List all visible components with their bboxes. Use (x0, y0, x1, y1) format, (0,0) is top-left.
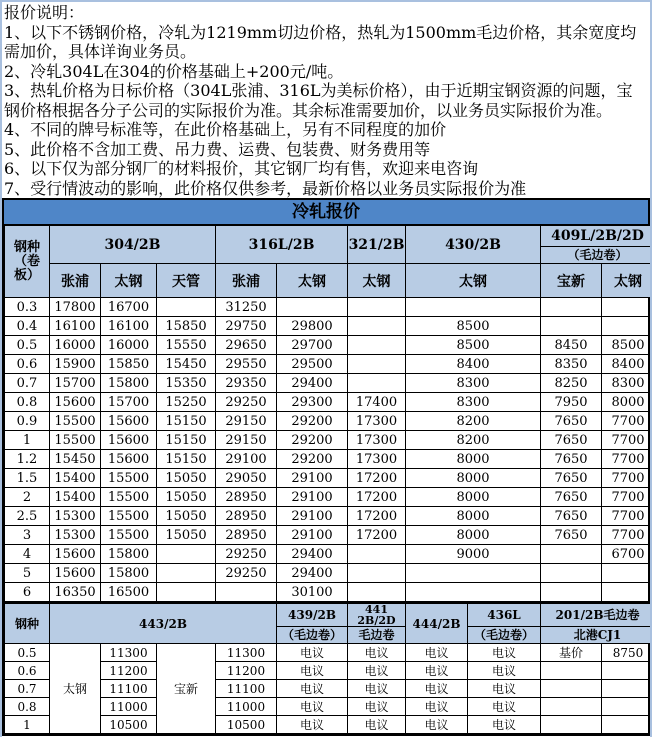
price-cell: 8500 (406, 317, 541, 336)
price-cell (348, 545, 406, 564)
group-header-201-2b: 201/2B毛边卷 (541, 603, 652, 627)
price-cell: 15150 (157, 450, 216, 469)
price-cell: 15250 (157, 393, 216, 412)
price-cell: 15050 (157, 507, 216, 526)
price-cell: 7650 (541, 469, 602, 488)
price-cell: 15150 (157, 412, 216, 431)
price-cell: 8400 (602, 355, 652, 374)
price-cell: 15700 (101, 393, 157, 412)
price-cell: 29200 (277, 450, 348, 469)
price-cell: 11000 (101, 698, 157, 716)
price-cell: 电议 (277, 698, 348, 716)
price-cell: 15050 (157, 526, 216, 545)
price-cell (406, 298, 541, 317)
price-cell: 7650 (541, 526, 602, 545)
price-cell: 17800 (50, 298, 101, 317)
price-cell: 29250 (216, 564, 277, 583)
price-cell: 电议 (468, 644, 541, 662)
table-row (5, 545, 652, 564)
price-cell (348, 317, 406, 336)
table-row (5, 393, 652, 412)
price-cell: 7650 (541, 507, 602, 526)
price-cell: 11200 (101, 662, 157, 680)
price-cell: 8350 (541, 355, 602, 374)
price-cell: 29650 (216, 336, 277, 355)
price-cell: 16000 (50, 336, 101, 355)
price-cell: 29100 (216, 450, 277, 469)
price-cell: 15450 (50, 450, 101, 469)
price-cell: 15600 (50, 393, 101, 412)
price-cell: 电议 (277, 680, 348, 698)
price-cell: 16350 (50, 583, 101, 602)
group-header-439-2b: 439/2B (277, 603, 348, 627)
price-cell: 7650 (541, 412, 602, 431)
table-row (5, 317, 652, 336)
price-cell: 29100 (277, 488, 348, 507)
price-cell: 11100 (216, 680, 277, 698)
price-cell: 16500 (101, 583, 157, 602)
mill-header-taigang: 太钢 (277, 264, 348, 298)
price-cell: 15600 (101, 431, 157, 450)
price-cell: 8200 (406, 431, 541, 450)
thickness-cell: 0.5 (5, 644, 50, 662)
price-cell (541, 317, 602, 336)
price-cell: 8000 (406, 507, 541, 526)
group-header-430-2b: 430/2B (406, 226, 541, 264)
price-cell: 31250 (216, 298, 277, 317)
price-cell: 电议 (277, 662, 348, 680)
price-cell: 17200 (348, 507, 406, 526)
price-cell: 11300 (101, 644, 157, 662)
price-cell: 7700 (602, 488, 652, 507)
price-cell: 电议 (348, 644, 406, 662)
table-row (5, 298, 652, 317)
note-line: 6、以下仅为部分钢厂的材料报价，其它钢厂均有售，欢迎来电咨询 (4, 159, 479, 178)
mill-header-zhangpu: 张浦 (50, 264, 101, 298)
price-cell: 15500 (50, 412, 101, 431)
table-row (5, 450, 652, 469)
price-cell: 8500 (602, 336, 652, 355)
thickness-cell: 0.9 (5, 412, 50, 431)
price-cell: 7700 (602, 507, 652, 526)
mill-header-taigang: 太钢 (101, 264, 157, 298)
table-row (5, 564, 652, 583)
group-subheader-409l-edge: （毛边卷） (541, 247, 652, 264)
price-cell: 16700 (101, 298, 157, 317)
price-cell: 8400 (406, 355, 541, 374)
price-cell: 29300 (277, 393, 348, 412)
price-cell: 基价 (541, 644, 602, 662)
price-cell: 10500 (216, 716, 277, 734)
price-cell: 16100 (50, 317, 101, 336)
price-cell: 8750 (602, 644, 652, 662)
price-cell: 15850 (101, 355, 157, 374)
price-cell: 电议 (468, 698, 541, 716)
group-subheader-201-beigang: 北港CJ1 (541, 627, 652, 644)
secondary-price-table (4, 602, 652, 734)
price-cell (406, 564, 541, 583)
price-cell: 15500 (50, 431, 101, 450)
price-cell: 7700 (602, 450, 652, 469)
price-cell (602, 317, 652, 336)
table-row (5, 488, 652, 507)
corner-header-steel-type: 钢种（卷板） (5, 226, 50, 298)
price-cell: 29250 (216, 393, 277, 412)
group-header-441 (348, 603, 406, 627)
table-row (5, 716, 652, 734)
price-cell: 15600 (101, 412, 157, 431)
price-cell: 电议 (468, 716, 541, 734)
price-cell: 8200 (406, 412, 541, 431)
group-header-304-2b: 304/2B (50, 226, 216, 264)
price-cell (541, 680, 602, 698)
price-cell: 29400 (277, 374, 348, 393)
price-cell: 电议 (406, 680, 468, 698)
price-cell: 15550 (157, 336, 216, 355)
price-cell (541, 564, 602, 583)
price-cell: 15400 (50, 469, 101, 488)
price-cell: 17200 (348, 526, 406, 545)
price-cell: 8000 (406, 469, 541, 488)
price-cell (541, 545, 602, 564)
thickness-cell: 1.5 (5, 469, 50, 488)
price-cell: 7700 (602, 412, 652, 431)
price-cell: 29750 (216, 317, 277, 336)
price-cell: 17300 (348, 412, 406, 431)
table-row (5, 336, 652, 355)
group-header-441-line1: 441 (365, 603, 388, 616)
mill-header-taigang: 太钢 (348, 264, 406, 298)
price-cell: 15600 (101, 450, 157, 469)
mill-header-tianguan: 天管 (157, 264, 216, 298)
price-cell: 7650 (541, 488, 602, 507)
price-cell (602, 662, 652, 680)
price-cell: 29550 (216, 355, 277, 374)
table-row (5, 355, 652, 374)
price-cell (348, 336, 406, 355)
thickness-cell: 0.8 (5, 698, 50, 716)
price-cell: 7950 (541, 393, 602, 412)
mill-cell-taigang: 太钢 (50, 644, 101, 734)
thickness-cell: 2 (5, 488, 50, 507)
price-cell (157, 545, 216, 564)
price-cell (541, 583, 602, 602)
price-cell: 15500 (101, 526, 157, 545)
price-cell: 17300 (348, 431, 406, 450)
thickness-cell: 0.6 (5, 662, 50, 680)
price-cell: 8300 (406, 374, 541, 393)
price-cell (541, 298, 602, 317)
price-cell: 电议 (406, 716, 468, 734)
group-subheader-441-edge: 毛边卷 (348, 627, 406, 644)
price-cell (541, 716, 602, 734)
price-cell: 28950 (216, 488, 277, 507)
table-row (5, 583, 652, 602)
price-cell: 16100 (101, 317, 157, 336)
price-cell: 28950 (216, 526, 277, 545)
price-cell (216, 583, 277, 602)
group-header-316l-2b: 316L/2B (216, 226, 348, 264)
price-cell: 15450 (157, 355, 216, 374)
price-cell: 电议 (406, 644, 468, 662)
mill-header-baoxin: 宝新 (541, 264, 602, 298)
price-cell: 电议 (348, 698, 406, 716)
cold-rolled-price-table (4, 225, 652, 602)
group-header-441-line2: 2B/2D (357, 614, 396, 627)
quote-notes (2, 2, 650, 198)
note-line: 2、冷轧304L在304的价格基础上+200元/吨。 (4, 61, 344, 81)
group-header-409l: 409L/2B/2D (541, 226, 652, 247)
price-cell: 10500 (101, 716, 157, 734)
price-cell: 电议 (277, 644, 348, 662)
corner-header-steel-type: 钢种 (5, 603, 50, 644)
table-title: 冷轧报价 (4, 200, 648, 225)
price-cell: 15300 (50, 507, 101, 526)
thickness-cell: 1 (5, 716, 50, 734)
table-row (5, 469, 652, 488)
price-cell (541, 698, 602, 716)
price-cell: 28950 (216, 507, 277, 526)
price-cell: 29350 (216, 374, 277, 393)
price-cell: 16000 (101, 336, 157, 355)
cold-rolled-quote-table (2, 198, 650, 736)
price-cell: 电议 (468, 680, 541, 698)
thickness-cell: 6 (5, 583, 50, 602)
note-line: 4、不同的牌号标准等，在此价格基础上，另有不同程度的加价 (4, 120, 447, 139)
price-cell: 8300 (406, 393, 541, 412)
thickness-cell: 1 (5, 431, 50, 450)
price-cell: 电议 (406, 662, 468, 680)
price-cell: 8000 (602, 393, 652, 412)
price-cell: 电议 (468, 662, 541, 680)
price-cell (348, 564, 406, 583)
thickness-cell: 2.5 (5, 507, 50, 526)
price-cell: 11300 (216, 644, 277, 662)
price-cell: 7700 (602, 431, 652, 450)
mill-cell-baoxin: 宝新 (157, 644, 216, 734)
thickness-cell: 3 (5, 526, 50, 545)
table-row (5, 644, 652, 662)
price-cell: 电议 (348, 662, 406, 680)
price-cell (602, 298, 652, 317)
group-subheader-436l-edge: （毛边卷） (468, 627, 541, 644)
price-cell: 29400 (277, 564, 348, 583)
price-cell: 17300 (348, 450, 406, 469)
price-cell: 15500 (101, 507, 157, 526)
price-cell (541, 662, 602, 680)
thickness-cell: 4 (5, 545, 50, 564)
price-cell: 29200 (277, 412, 348, 431)
table-row (5, 507, 652, 526)
table-row (5, 698, 652, 716)
price-cell: 29050 (216, 469, 277, 488)
group-header-443-2b: 443/2B (50, 603, 277, 644)
price-cell (406, 583, 541, 602)
table-row (5, 431, 652, 450)
group-header-444-2b: 444/2B (406, 603, 468, 644)
price-cell: 29150 (216, 431, 277, 450)
price-cell (348, 355, 406, 374)
price-cell: 15350 (157, 374, 216, 393)
group-header-321-2b: 321/2B (348, 226, 406, 264)
price-cell: 6700 (602, 545, 652, 564)
thickness-cell: 0.8 (5, 393, 50, 412)
price-cell (602, 716, 652, 734)
price-cell: 17200 (348, 469, 406, 488)
price-cell: 8000 (406, 450, 541, 469)
table-row (5, 374, 652, 393)
price-cell: 15400 (50, 488, 101, 507)
price-cell: 电议 (277, 716, 348, 734)
price-cell (348, 298, 406, 317)
price-cell: 电议 (348, 716, 406, 734)
price-cell: 15600 (50, 564, 101, 583)
price-cell: 7650 (541, 450, 602, 469)
price-cell: 8250 (541, 374, 602, 393)
mill-header-taigang: 太钢 (406, 264, 541, 298)
table-row (5, 526, 652, 545)
price-cell: 29800 (277, 317, 348, 336)
price-cell: 8500 (406, 336, 541, 355)
price-cell: 15150 (157, 431, 216, 450)
note-line: 7、受行情波动的影响，此价格仅供参考，最新价格以业务员实际报价为准 (4, 178, 527, 198)
thickness-cell: 0.3 (5, 298, 50, 317)
thickness-cell: 0.4 (5, 317, 50, 336)
table-row (5, 680, 652, 698)
mill-header-zhangpu: 张浦 (216, 264, 277, 298)
price-cell: 29700 (277, 336, 348, 355)
price-cell: 电议 (348, 680, 406, 698)
price-cell: 7650 (541, 431, 602, 450)
note-line: 3、热轧价格为日标价格（304L张浦、316L为美标价格），由于近期宝钢资源的问题，宝钢价格根据各分子公司的实际报价为准。其余标准需要加价，以业务员实际报价为准。 (4, 81, 633, 120)
price-cell (157, 298, 216, 317)
price-cell: 8450 (541, 336, 602, 355)
price-cell: 17400 (348, 393, 406, 412)
table-row (5, 662, 652, 680)
price-cell: 29250 (216, 545, 277, 564)
price-cell: 7700 (602, 526, 652, 545)
price-cell: 15800 (101, 564, 157, 583)
price-cell: 17200 (348, 488, 406, 507)
price-cell: 29200 (277, 431, 348, 450)
group-header-436l: 436L (468, 603, 541, 627)
price-cell: 15500 (101, 488, 157, 507)
notes-title: 报价说明： (4, 3, 85, 22)
price-cell: 11200 (216, 662, 277, 680)
note-line: 5、此价格不含加工费、吊力费、运费、包装费、财务费用等 (4, 139, 431, 159)
note-line: 1、以下不锈钢价格，冷轧为1219mm切边价格，热轧为1500mm毛边价格，其余宽度均需加价，具体详询业务员。 (4, 22, 637, 61)
price-cell (602, 698, 652, 716)
price-cell: 7700 (602, 469, 652, 488)
price-cell: 15050 (157, 488, 216, 507)
price-cell (602, 564, 652, 583)
price-cell: 15900 (50, 355, 101, 374)
price-cell (157, 564, 216, 583)
price-cell: 电议 (406, 698, 468, 716)
price-cell: 15800 (101, 545, 157, 564)
price-cell (602, 680, 652, 698)
price-cell: 8300 (602, 374, 652, 393)
thickness-cell: 5 (5, 564, 50, 583)
price-cell: 29150 (216, 412, 277, 431)
price-cell: 15300 (50, 526, 101, 545)
price-cell: 29100 (277, 526, 348, 545)
price-cell: 15500 (101, 469, 157, 488)
thickness-cell: 0.6 (5, 355, 50, 374)
price-cell (157, 583, 216, 602)
price-cell (348, 374, 406, 393)
price-cell: 29500 (277, 355, 348, 374)
price-cell: 29400 (277, 545, 348, 564)
price-cell (348, 583, 406, 602)
price-cell: 29100 (277, 507, 348, 526)
price-cell: 9000 (406, 545, 541, 564)
price-cell: 15700 (50, 374, 101, 393)
price-cell: 15850 (157, 317, 216, 336)
price-cell: 30100 (277, 583, 348, 602)
price-cell: 15800 (101, 374, 157, 393)
thickness-cell: 0.7 (5, 374, 50, 393)
price-cell: 8000 (406, 488, 541, 507)
price-cell: 8000 (406, 526, 541, 545)
price-cell: 11000 (216, 698, 277, 716)
price-cell (277, 298, 348, 317)
price-cell: 15600 (50, 545, 101, 564)
price-cell: 29100 (277, 469, 348, 488)
thickness-cell: 0.5 (5, 336, 50, 355)
thickness-cell: 0.7 (5, 680, 50, 698)
price-cell (602, 583, 652, 602)
price-cell: 11100 (101, 680, 157, 698)
group-subheader-439-edge: （毛边卷） (277, 627, 348, 644)
price-cell: 15050 (157, 469, 216, 488)
mill-header-taigang: 太钢 (602, 264, 652, 298)
table-row (5, 412, 652, 431)
thickness-cell: 1.2 (5, 450, 50, 469)
